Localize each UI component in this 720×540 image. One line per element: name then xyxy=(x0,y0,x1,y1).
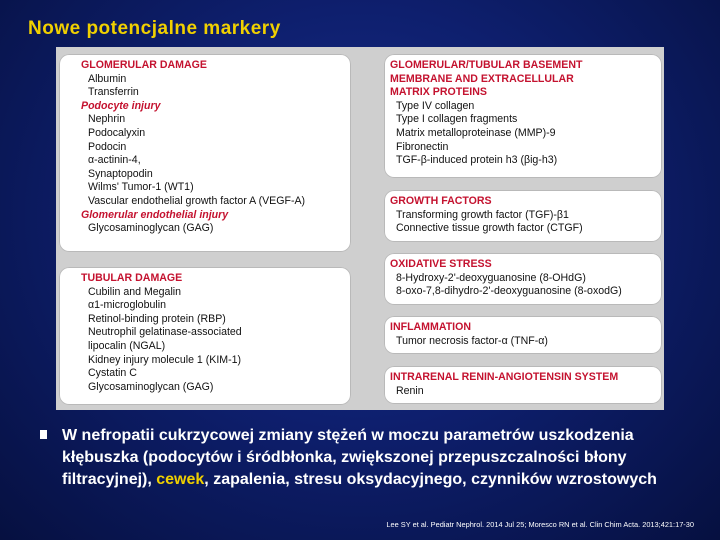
slide-title: Nowe potencjalne markery xyxy=(28,18,281,39)
bullet-text xyxy=(62,425,680,491)
list-item: Cubilin and Megalin xyxy=(88,285,182,298)
list-item: Synaptopodin xyxy=(88,167,153,180)
list-item: Wilms' Tumor-1 (WT1) xyxy=(88,181,194,194)
list-item: Type IV collagen xyxy=(396,99,475,112)
bullet-text-part: , zapalenia, stresu oksydacyjnego, czynników wzrostowych xyxy=(204,471,657,488)
bullet-point xyxy=(40,425,680,491)
list-item: 8-oxo-7,8-dihydro-2'-deoxyguanosine (8-oxodG) xyxy=(396,285,622,298)
list-item: Glycosaminoglycan (GAG) xyxy=(88,380,214,393)
markers-figure xyxy=(56,47,664,410)
box-renin-angiotensin xyxy=(384,366,662,404)
box-glomerular-damage xyxy=(59,54,351,252)
list-item: 8-Hydroxy-2'-deoxyguanosine (8-OHdG) xyxy=(396,271,586,284)
box-header: INFLAMMATION xyxy=(390,321,472,333)
box-header: MATRIX PROTEINS xyxy=(390,86,487,99)
box-subheader: Podocyte injury xyxy=(81,99,161,112)
list-item: α1-microglobulin xyxy=(88,299,166,312)
box-growth-factors xyxy=(384,190,662,242)
box-header: MEMBRANE AND EXTRACELLULAR xyxy=(390,72,574,85)
box-header: TUBULAR DAMAGE xyxy=(81,272,183,284)
list-item: α-actinin-4, xyxy=(88,154,141,167)
list-item: Transferrin xyxy=(88,86,139,99)
list-item: Tumor necrosis factor-α (TNF-α) xyxy=(396,334,548,347)
box-header: GLOMERULAR DAMAGE xyxy=(81,59,207,71)
list-item: Podocin xyxy=(88,140,127,153)
box-basement-membrane xyxy=(384,54,662,178)
box-subheader: Glomerular endothelial injury xyxy=(81,208,229,221)
list-item: Retinol-binding protein (RBP) xyxy=(88,312,226,325)
list-item: Nephrin xyxy=(88,113,126,126)
box-header: GLOMERULAR/TUBULAR BASEMENT xyxy=(390,59,583,71)
list-item: Albumin xyxy=(88,72,127,85)
list-item: Glycosaminoglycan (GAG) xyxy=(88,222,214,235)
bullet-highlight: cewek xyxy=(156,471,205,488)
bullet-text-part: W nefropatii cukrzycowej zmiany stężeń w moczu parametrów uszkodzenia kłębuszka (podocytów i śródbłonka, zwiększonej przepuszczalności błony filtracyjnej), xyxy=(62,427,634,488)
list-item: Connective tissue growth factor (CTGF) xyxy=(396,222,583,235)
box-oxidative-stress xyxy=(384,253,662,305)
list-item: Kidney injury molecule 1 (KIM-1) xyxy=(88,353,242,366)
box-tubular-damage xyxy=(59,267,351,405)
box-header: OXIDATIVE STRESS xyxy=(390,258,492,270)
list-item: Type I collagen fragments xyxy=(396,113,518,126)
square-bullet-icon xyxy=(40,430,47,439)
list-item: Podocalyxin xyxy=(88,126,146,139)
box-header: GROWTH FACTORS xyxy=(390,195,492,207)
list-item: Cystatin C xyxy=(88,367,137,380)
list-item: Matrix metalloproteinase (MMP)-9 xyxy=(396,126,556,139)
box-header: INTRARENAL RENIN-ANGIOTENSIN SYSTEM xyxy=(390,371,619,383)
citation: Lee SY et al. Pediatr Nephrol. 2014 Jul 25; Moresco RN et al. Clin Chim Acta. 2013;421:17-30 xyxy=(386,520,694,529)
list-item: Neutrophil gelatinase-associated xyxy=(88,326,242,339)
list-item: Vascular endothelial growth factor A (VEGF-A) xyxy=(88,194,306,207)
list-item: lipocalin (NGAL) xyxy=(88,339,166,352)
list-item: Renin xyxy=(396,384,424,397)
list-item: Transforming growth factor (TGF)-β1 xyxy=(396,208,569,221)
list-item: Fibronectin xyxy=(396,140,449,153)
list-item: TGF-β-induced protein h3 (βig-h3) xyxy=(396,154,558,167)
box-inflammation xyxy=(384,316,662,354)
